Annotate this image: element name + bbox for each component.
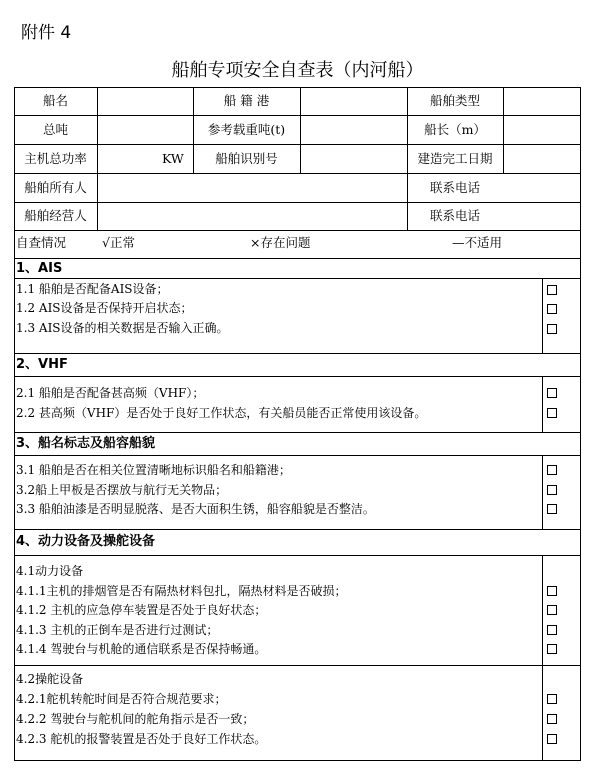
self-check-label: 自查情况 bbox=[16, 235, 67, 250]
engine-power-label: 主机总功率 bbox=[24, 151, 87, 166]
check-item: 4.1.1主机的排烟管是否有隔热材料包扎，隔热材料是否破损； bbox=[16, 584, 347, 598]
ref-dwt-label: 参考载重吨(t) bbox=[207, 122, 286, 137]
checkbox[interactable] bbox=[547, 304, 557, 314]
checkbox[interactable] bbox=[547, 625, 557, 635]
owner-label: 船舶所有人 bbox=[24, 180, 87, 195]
check-item: 3.3 船舶油漆是否明显脱落、是否大面积生锈，船容船貌是否整洁。 bbox=[16, 502, 375, 516]
checkbox[interactable] bbox=[547, 285, 557, 295]
page-title: 船舶专项安全自查表（内河船） bbox=[171, 60, 424, 81]
check-item: 4.2.3 舵机的报警装置是否处于良好工作状态。 bbox=[16, 732, 267, 746]
build-date-label: 建造完工日期 bbox=[417, 151, 493, 166]
attachment-label: 附件 4 bbox=[21, 23, 72, 43]
check-item: 2.1 船舶是否配备甚高频（VHF）； bbox=[16, 386, 205, 400]
check-item: 4.1.3 主机的正倒车是否进行过测试； bbox=[16, 623, 219, 637]
subsection-heading: 4.2操舵设备 bbox=[16, 672, 84, 686]
gross-tonnage-label: 总吨 bbox=[42, 122, 68, 137]
operator-label: 船舶经营人 bbox=[24, 208, 87, 223]
section-heading: 3、船名标志及船容船貌 bbox=[16, 436, 156, 451]
section-heading: 1、AIS bbox=[16, 261, 63, 276]
length-label: 船长（m） bbox=[424, 122, 486, 137]
checkbox[interactable] bbox=[547, 465, 557, 475]
ship-type-label: 船舶类型 bbox=[429, 93, 480, 108]
home-port-label: 船 籍 港 bbox=[223, 93, 270, 108]
ship-id-label: 船舶识别号 bbox=[215, 151, 278, 166]
kw-unit: KW bbox=[162, 151, 184, 166]
check-item: 1.2 AIS设备是否保持开启状态； bbox=[16, 301, 193, 315]
section-heading: 2、VHF bbox=[16, 357, 68, 372]
ship-name-label: 船名 bbox=[42, 93, 68, 108]
section-heading: 4、动力设备及操舵设备 bbox=[16, 534, 156, 549]
checkbox[interactable] bbox=[547, 605, 557, 615]
check-item: 1.1 船舶是否配备AIS设备； bbox=[16, 282, 169, 296]
checkbox[interactable] bbox=[547, 504, 557, 514]
legend-problem: ×存在问题 bbox=[250, 235, 311, 250]
checkbox[interactable] bbox=[547, 644, 557, 654]
checkbox[interactable] bbox=[547, 408, 557, 418]
checkbox[interactable] bbox=[547, 324, 557, 334]
checkbox[interactable] bbox=[547, 388, 557, 398]
check-item: 4.1.4 驾驶台与机舱的通信联系是否保持畅通。 bbox=[16, 642, 267, 656]
checkbox[interactable] bbox=[547, 586, 557, 596]
checkbox[interactable] bbox=[547, 714, 557, 724]
check-item: 3.1 船舶是否在相关位置清晰地标识船名和船籍港； bbox=[16, 463, 291, 477]
owner-phone-label: 联系电话 bbox=[429, 180, 480, 195]
check-item: 4.1.2 主机的应急停车装置是否处于良好状态； bbox=[16, 603, 267, 617]
checkbox[interactable] bbox=[547, 694, 557, 704]
check-item: 4.2.2 驾驶台与舵机间的舵角指示是否一致； bbox=[16, 712, 255, 726]
subsection-heading: 4.1动力设备 bbox=[16, 564, 84, 578]
operator-phone-label: 联系电话 bbox=[429, 208, 480, 223]
checkbox[interactable] bbox=[547, 734, 557, 744]
legend-ok: √正常 bbox=[102, 235, 135, 250]
check-item: 1.3 AIS设备的相关数据是否输入正确。 bbox=[16, 321, 229, 335]
check-item: 4.2.1舵机转舵时间是否符合规范要求； bbox=[16, 692, 227, 706]
check-item: 3.2船上甲板是否摆放与航行无关物品； bbox=[16, 483, 228, 497]
legend-na: —不适用 bbox=[452, 235, 503, 250]
checkbox[interactable] bbox=[547, 485, 557, 495]
check-item: 2.2 甚高频（VHF）是否处于良好工作状态，有关船员能否正常使用该设备。 bbox=[16, 406, 427, 420]
